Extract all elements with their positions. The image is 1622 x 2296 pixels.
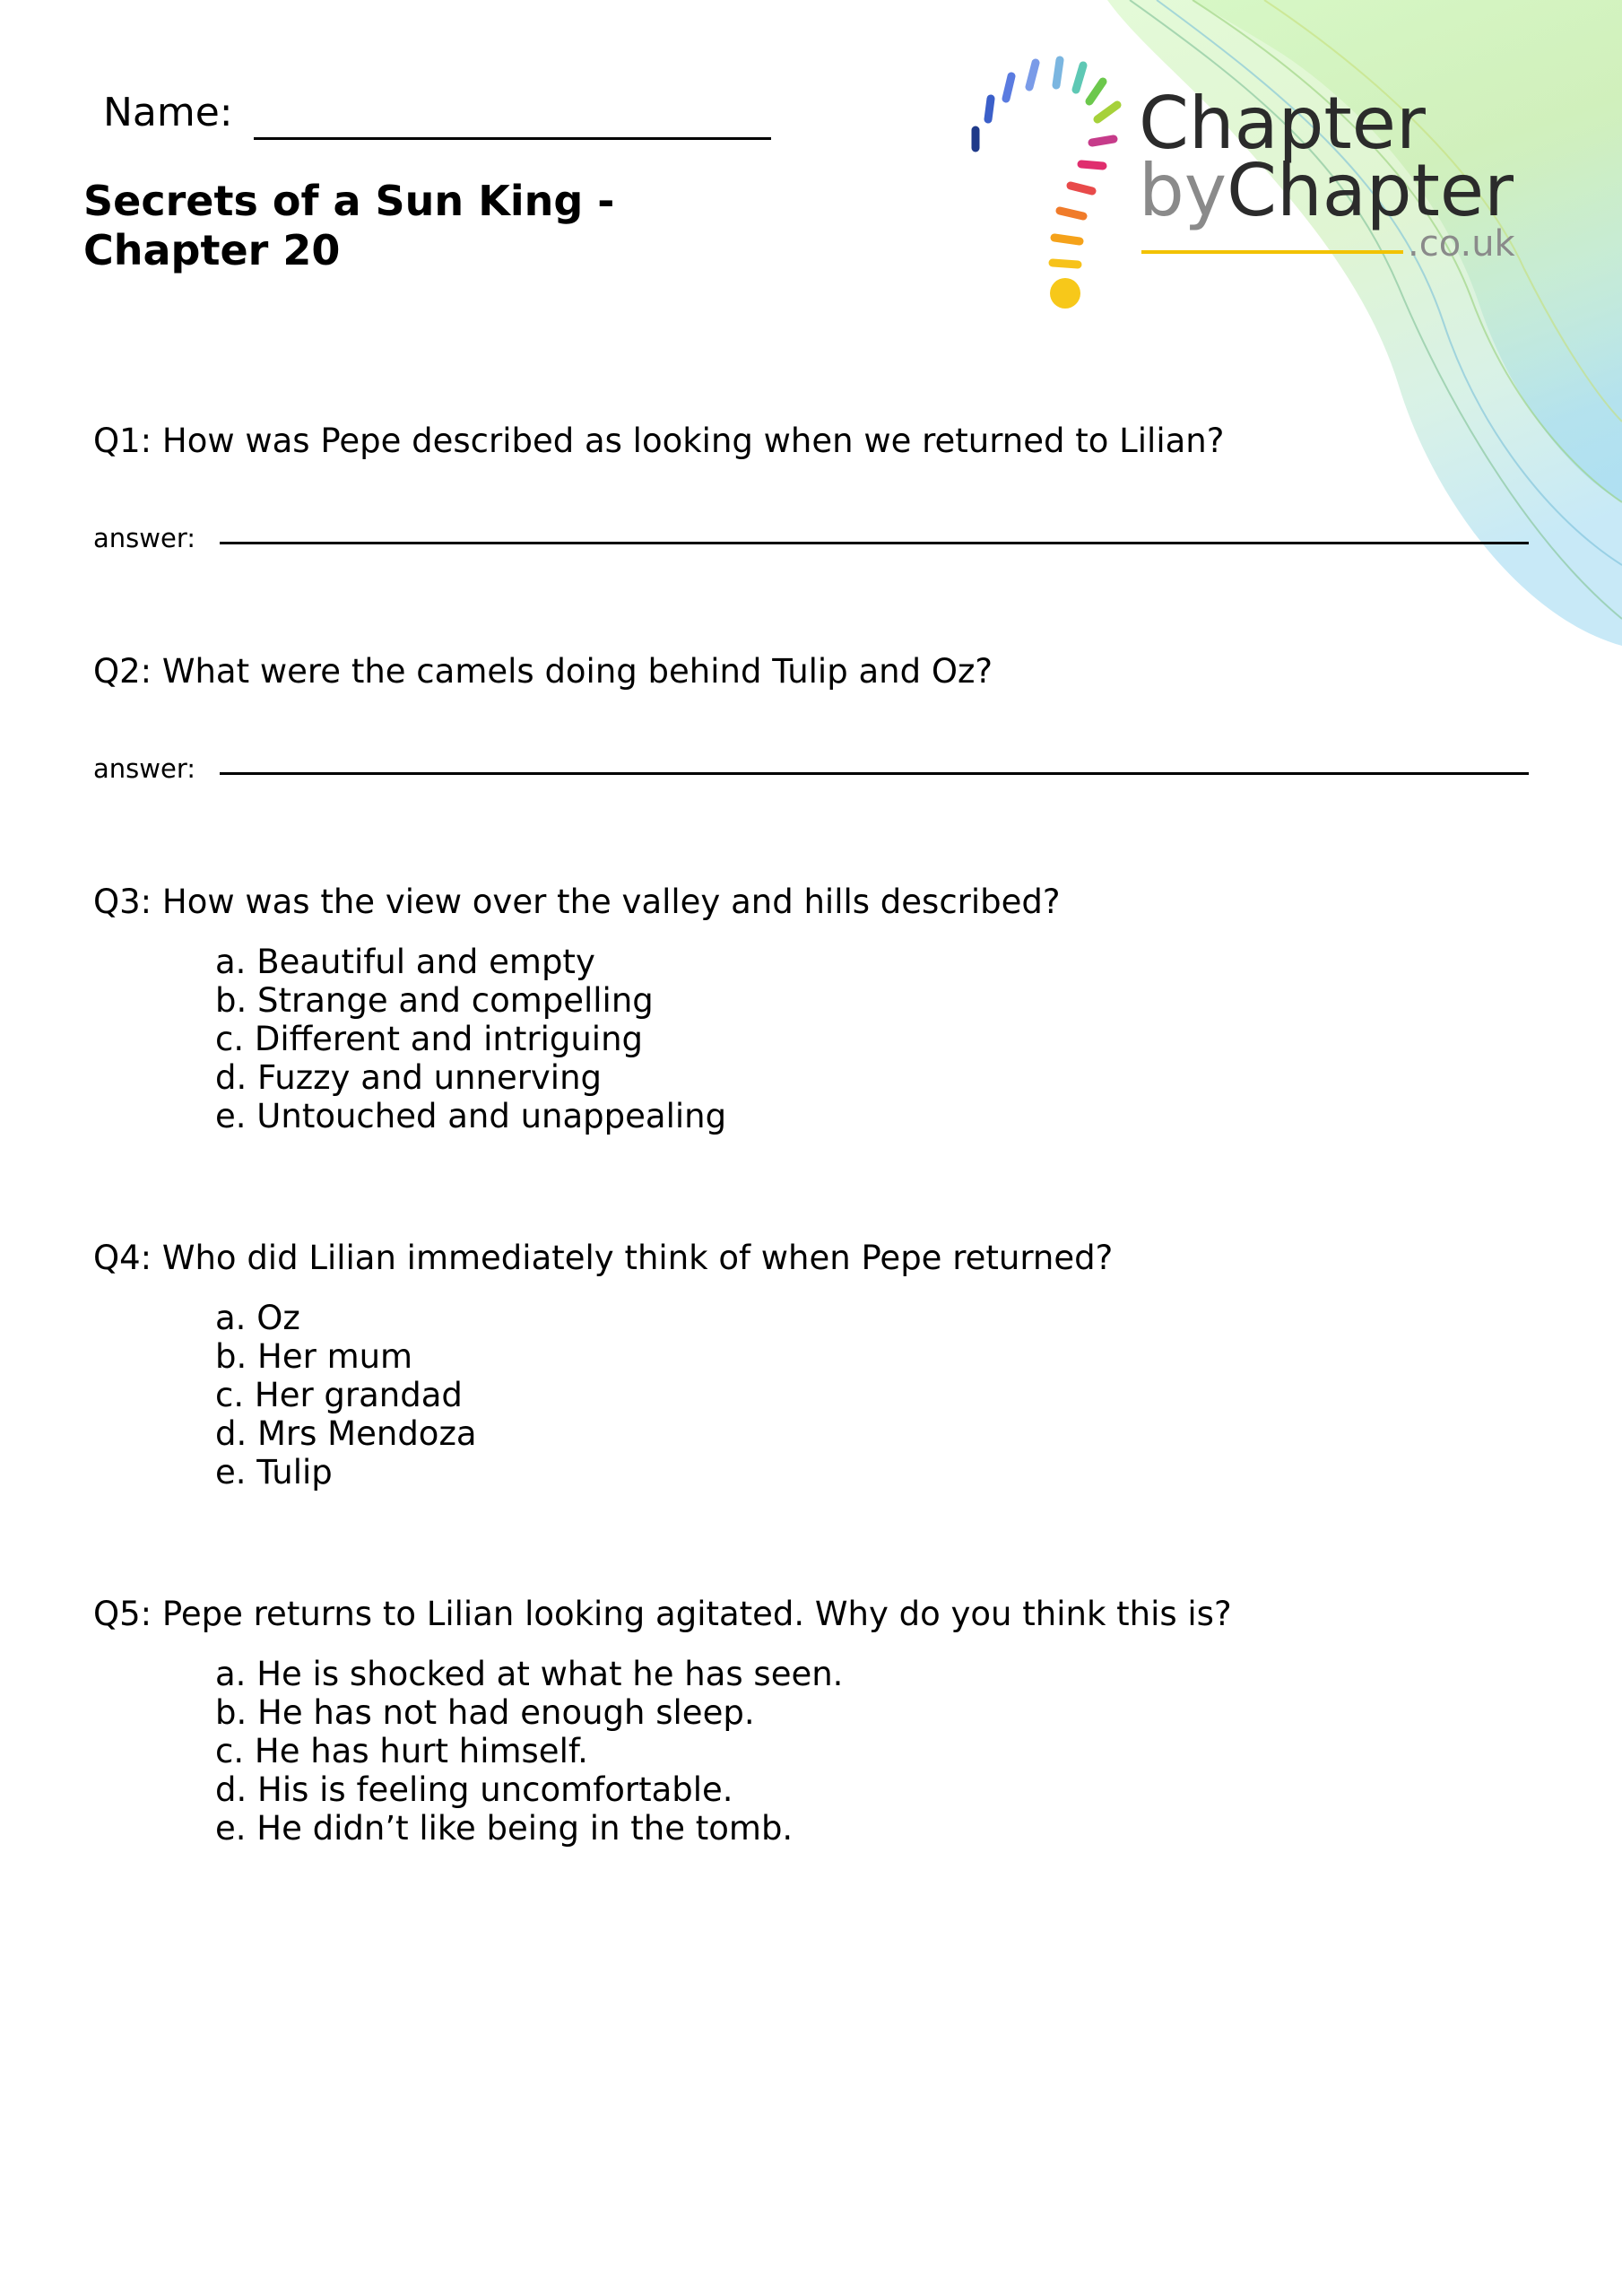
option-b[interactable]: b. He has not had enough sleep. xyxy=(215,1693,755,1732)
option-a[interactable]: a. He is shocked at what he has seen. xyxy=(215,1655,844,1693)
question-mark-books-icon xyxy=(976,60,1117,309)
title-line-2: Chapter 20 xyxy=(83,226,341,274)
options-q5 xyxy=(215,1655,843,1848)
question-2: Q2: What were the camels doing behind Tulip and Oz? xyxy=(93,652,993,691)
answer-label-2: answer: xyxy=(93,753,196,784)
logo-by-text: by xyxy=(1139,149,1227,232)
option-b[interactable]: b. Her mum xyxy=(215,1337,413,1376)
option-c[interactable]: c. Different and intriguing xyxy=(215,1020,644,1058)
option-c[interactable]: c. He has hurt himself. xyxy=(215,1732,588,1770)
answer-line-2[interactable] xyxy=(220,772,1529,775)
question-1: Q1: How was Pepe described as looking when we returned to Lilian? xyxy=(93,422,1225,460)
option-a[interactable]: a. Oz xyxy=(215,1299,300,1337)
option-d[interactable]: d. Mrs Mendoza xyxy=(215,1414,477,1453)
option-a[interactable]: a. Beautiful and empty xyxy=(215,943,595,981)
chapter-by-chapter-logo xyxy=(959,49,1569,318)
options-q3 xyxy=(215,943,726,1135)
name-label: Name: xyxy=(103,90,233,135)
answer-label-1: answer: xyxy=(93,523,196,553)
question-4: Q4: Who did Lilian immediately think of when Pepe returned? xyxy=(93,1239,1114,1277)
title-line-1: Secrets of a Sun King - xyxy=(83,177,615,225)
option-e[interactable]: e. Untouched and unappealing xyxy=(215,1097,727,1135)
logo-second-chapter-text: Chapter xyxy=(1227,149,1514,232)
option-d[interactable]: d. Fuzzy and unnerving xyxy=(215,1058,603,1097)
option-e[interactable]: e. Tulip xyxy=(215,1453,333,1492)
option-d[interactable]: d. His is feeling uncomfortable. xyxy=(215,1770,733,1809)
name-field[interactable] xyxy=(254,137,771,140)
question-5: Q5: Pepe returns to Lilian looking agitated. Why do you think this is? xyxy=(93,1595,1232,1633)
option-e[interactable]: e. He didn’t like being in the tomb. xyxy=(215,1809,794,1848)
option-b[interactable]: b. Strange and compelling xyxy=(215,981,654,1020)
logo-domain-text: .co.uk xyxy=(1408,223,1515,265)
logo-by-chapter-text xyxy=(1139,149,1514,232)
question-3: Q3: How was the view over the valley and hills described? xyxy=(93,883,1061,921)
answer-line-1[interactable] xyxy=(220,542,1529,544)
worksheet-title xyxy=(83,177,614,275)
logo-chapter-text: Chapter xyxy=(1139,82,1426,165)
options-q4 xyxy=(215,1299,477,1492)
option-c[interactable]: c. Her grandad xyxy=(215,1376,463,1414)
